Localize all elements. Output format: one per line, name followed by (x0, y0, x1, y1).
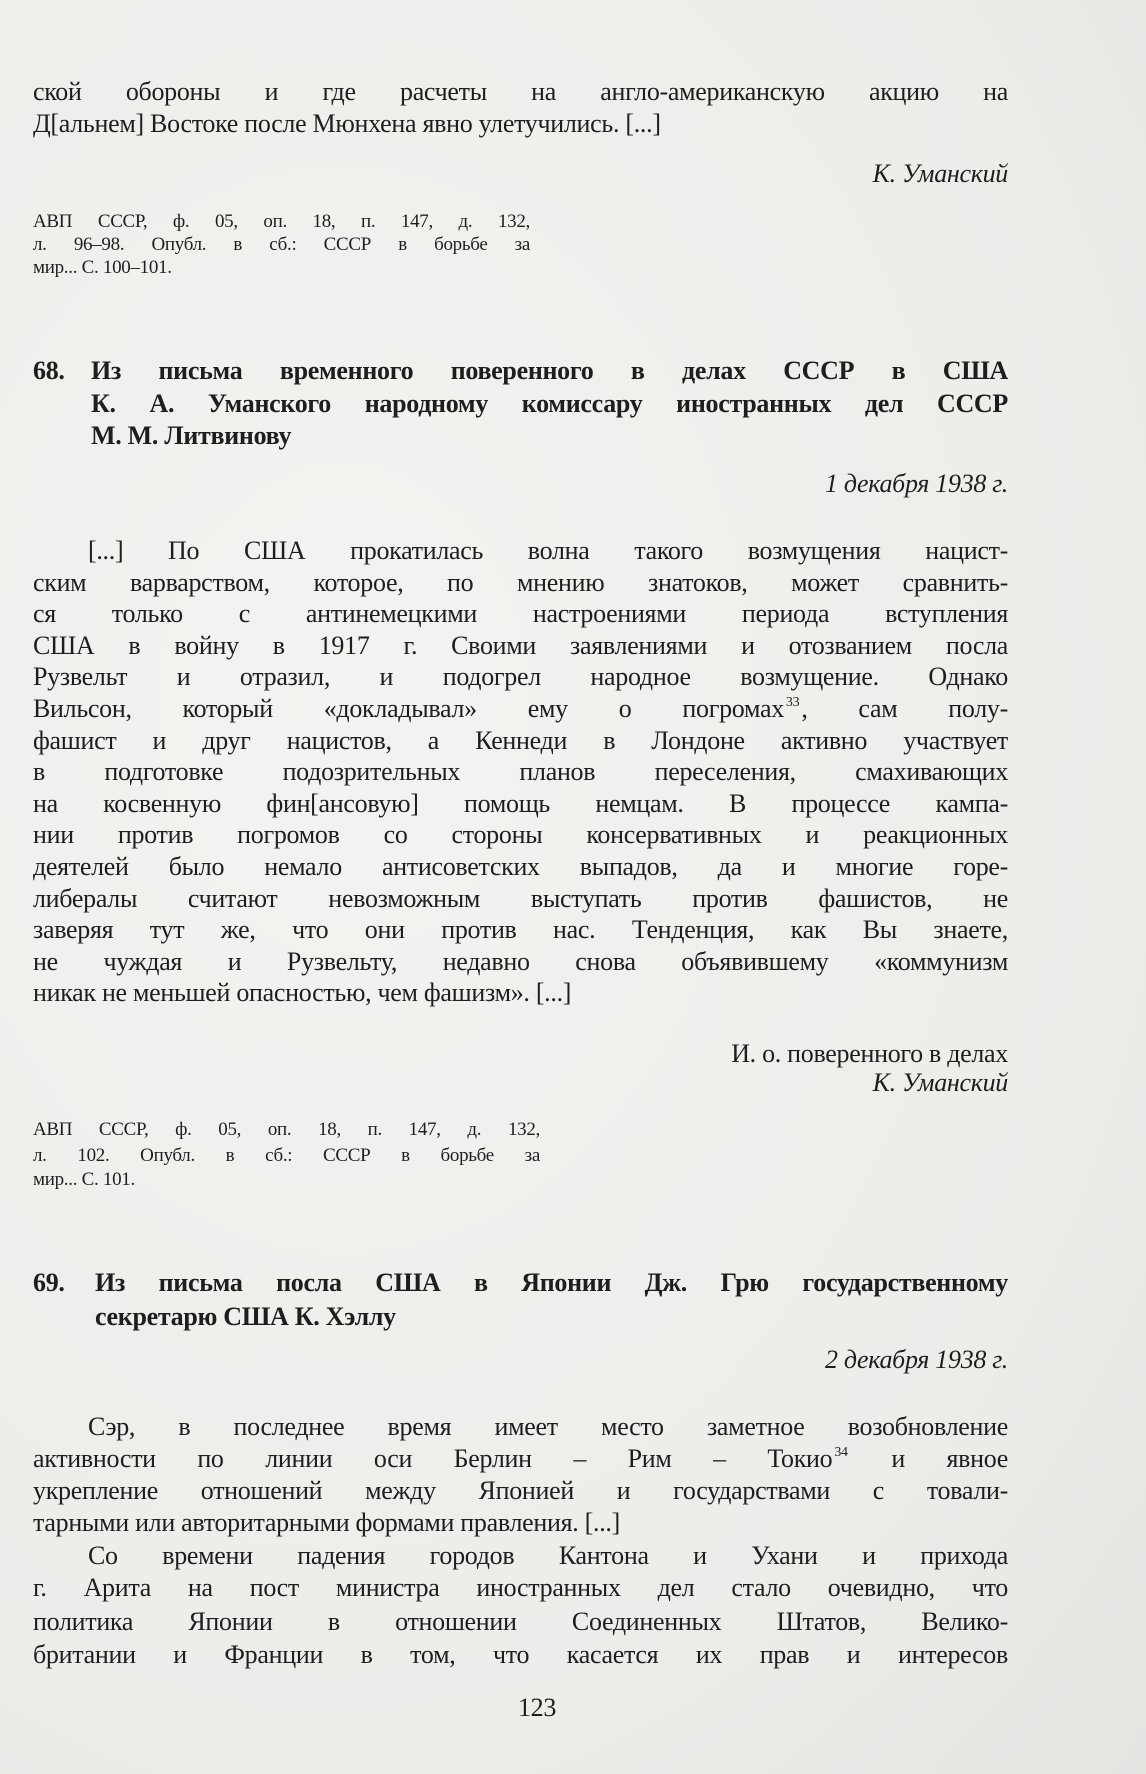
letter-paragraph-line: фашист и друг нацистов, а Кеннеди в Лондоне активно участвует (33, 725, 1008, 755)
letter-paragraph-line: заверяя тут же, что они против нас. Тенденция, как Вы знаете, (33, 915, 1008, 945)
footnote-marker: 34 (834, 1445, 848, 1460)
letter-paragraph-line: британии и Франции в том, что касается их прав и интересов (33, 1640, 1008, 1669)
document-68-heading-line: К. А. Уманского народному комиссару иностранных дел СССР (91, 389, 1008, 418)
text-segment: активности по линии оси Берлин – Рим – Токио (33, 1444, 833, 1473)
archive-reference-line: АВП СССР, ф. 05, оп. 18, п. 147, д. 132, (33, 1119, 540, 1140)
page-number: 123 (517, 1693, 557, 1722)
text-segment: Вильсон, который «докладывал» ему о погромах (33, 694, 784, 723)
letter-paragraph-line (33, 693, 1008, 725)
letter-paragraph-line: тарными или авторитарными формами правления. [...] (33, 1508, 620, 1537)
archive-reference-line: мир... С. 100–101. (33, 257, 172, 278)
letter-paragraph-line: либералы считают невозможным выступать против фашистов, не (33, 883, 1008, 913)
letter-paragraph-line: на косвенную фин[ансовую] помощь немцам. В процессе кампа- (33, 788, 1008, 818)
archive-reference-line: л. 96–98. Опубл. в сб.: СССР в борьбе за (33, 234, 530, 255)
letter-paragraph-line: Рузвельт и отразил, и подогрел народное возмущение. Однако (33, 662, 1008, 692)
letter-paragraph-line: США в войну в 1917 г. Своими заявлениями и отозванием посла (33, 630, 1008, 660)
signature-line: К. Уманский (872, 159, 1008, 188)
letter-paragraph-line: нии против погромов со стороны консервативных и реакционных (33, 820, 1008, 850)
document-68-heading-line: Из письма временного поверенного в делах СССР в США (91, 356, 1008, 385)
letter-paragraph-line: политика Японии в отношении Соединенных Штатов, Велико- (33, 1607, 1008, 1636)
document-68-heading-line: М. М. Литвинову (91, 421, 292, 450)
archive-reference-line: л. 102. Опубл. в сб.: СССР в борьбе за (33, 1145, 540, 1166)
signature-line: И. о. поверенного в делах (731, 1039, 1008, 1068)
archive-reference-line: мир... С. 101. (33, 1169, 135, 1190)
footnote-marker: 33 (785, 695, 800, 710)
letter-paragraph-line: деятелей было немало антисоветских выпадов, да и многие горе- (33, 852, 1008, 881)
letter-paragraph-line: г. Арита на пост министра иностранных дел стало очевидно, что (33, 1573, 1008, 1602)
signature-line: К. Уманский (872, 1068, 1008, 1097)
text-segment: и явное (849, 1444, 1008, 1473)
paragraph-continuation-line: Д[альнем] Востоке после Мюнхена явно улетучились. [...] (33, 109, 661, 138)
document-date-line: 2 декабря 1938 г. (824, 1345, 1008, 1374)
document-number: 68. (33, 356, 65, 385)
letter-paragraph-line: ся только с антинемецкими настроениями периода вступления (33, 599, 1008, 629)
document-date-line: 1 декабря 1938 г. (824, 469, 1008, 498)
letter-paragraph-line: укрепление отношений между Японией и государствами с товали- (33, 1476, 1008, 1505)
document-69-heading-line: секретарю США К. Хэллу (95, 1302, 396, 1331)
letter-paragraph-line: никак не меньшей опасностью, чем фашизм». [...] (33, 978, 572, 1008)
archive-reference-line: АВП СССР, ф. 05, оп. 18, п. 147, д. 132, (33, 211, 530, 232)
letter-paragraph-line: Со времени падения городов Кантона и Ухани и прихода (88, 1541, 1008, 1570)
letter-paragraph-line: в подготовке подозрительных планов переселения, смахивающих (33, 757, 1008, 787)
document-69-heading-line: Из письма посла США в Японии Дж. Грю государственному (95, 1268, 1008, 1297)
letter-paragraph-line: Сэр, в последнее время имеет место заметное возобновление (88, 1412, 1008, 1441)
letter-paragraph-line (33, 1443, 1008, 1475)
document-number: 69. (33, 1268, 65, 1297)
text-segment: , сам полу- (801, 694, 1008, 723)
paragraph-continuation-line: ской обороны и где расчеты на англо-американскую акцию на (33, 77, 1008, 106)
letter-paragraph-line: ским варварством, которое, по мнению знатоков, может сравнить- (33, 567, 1008, 597)
letter-paragraph-line: [...] По США прокатилась волна такого возмущения нацист- (88, 536, 1008, 565)
letter-paragraph-line: не чуждая и Рузвельту, недавно снова объявившему «коммунизм (33, 946, 1008, 976)
